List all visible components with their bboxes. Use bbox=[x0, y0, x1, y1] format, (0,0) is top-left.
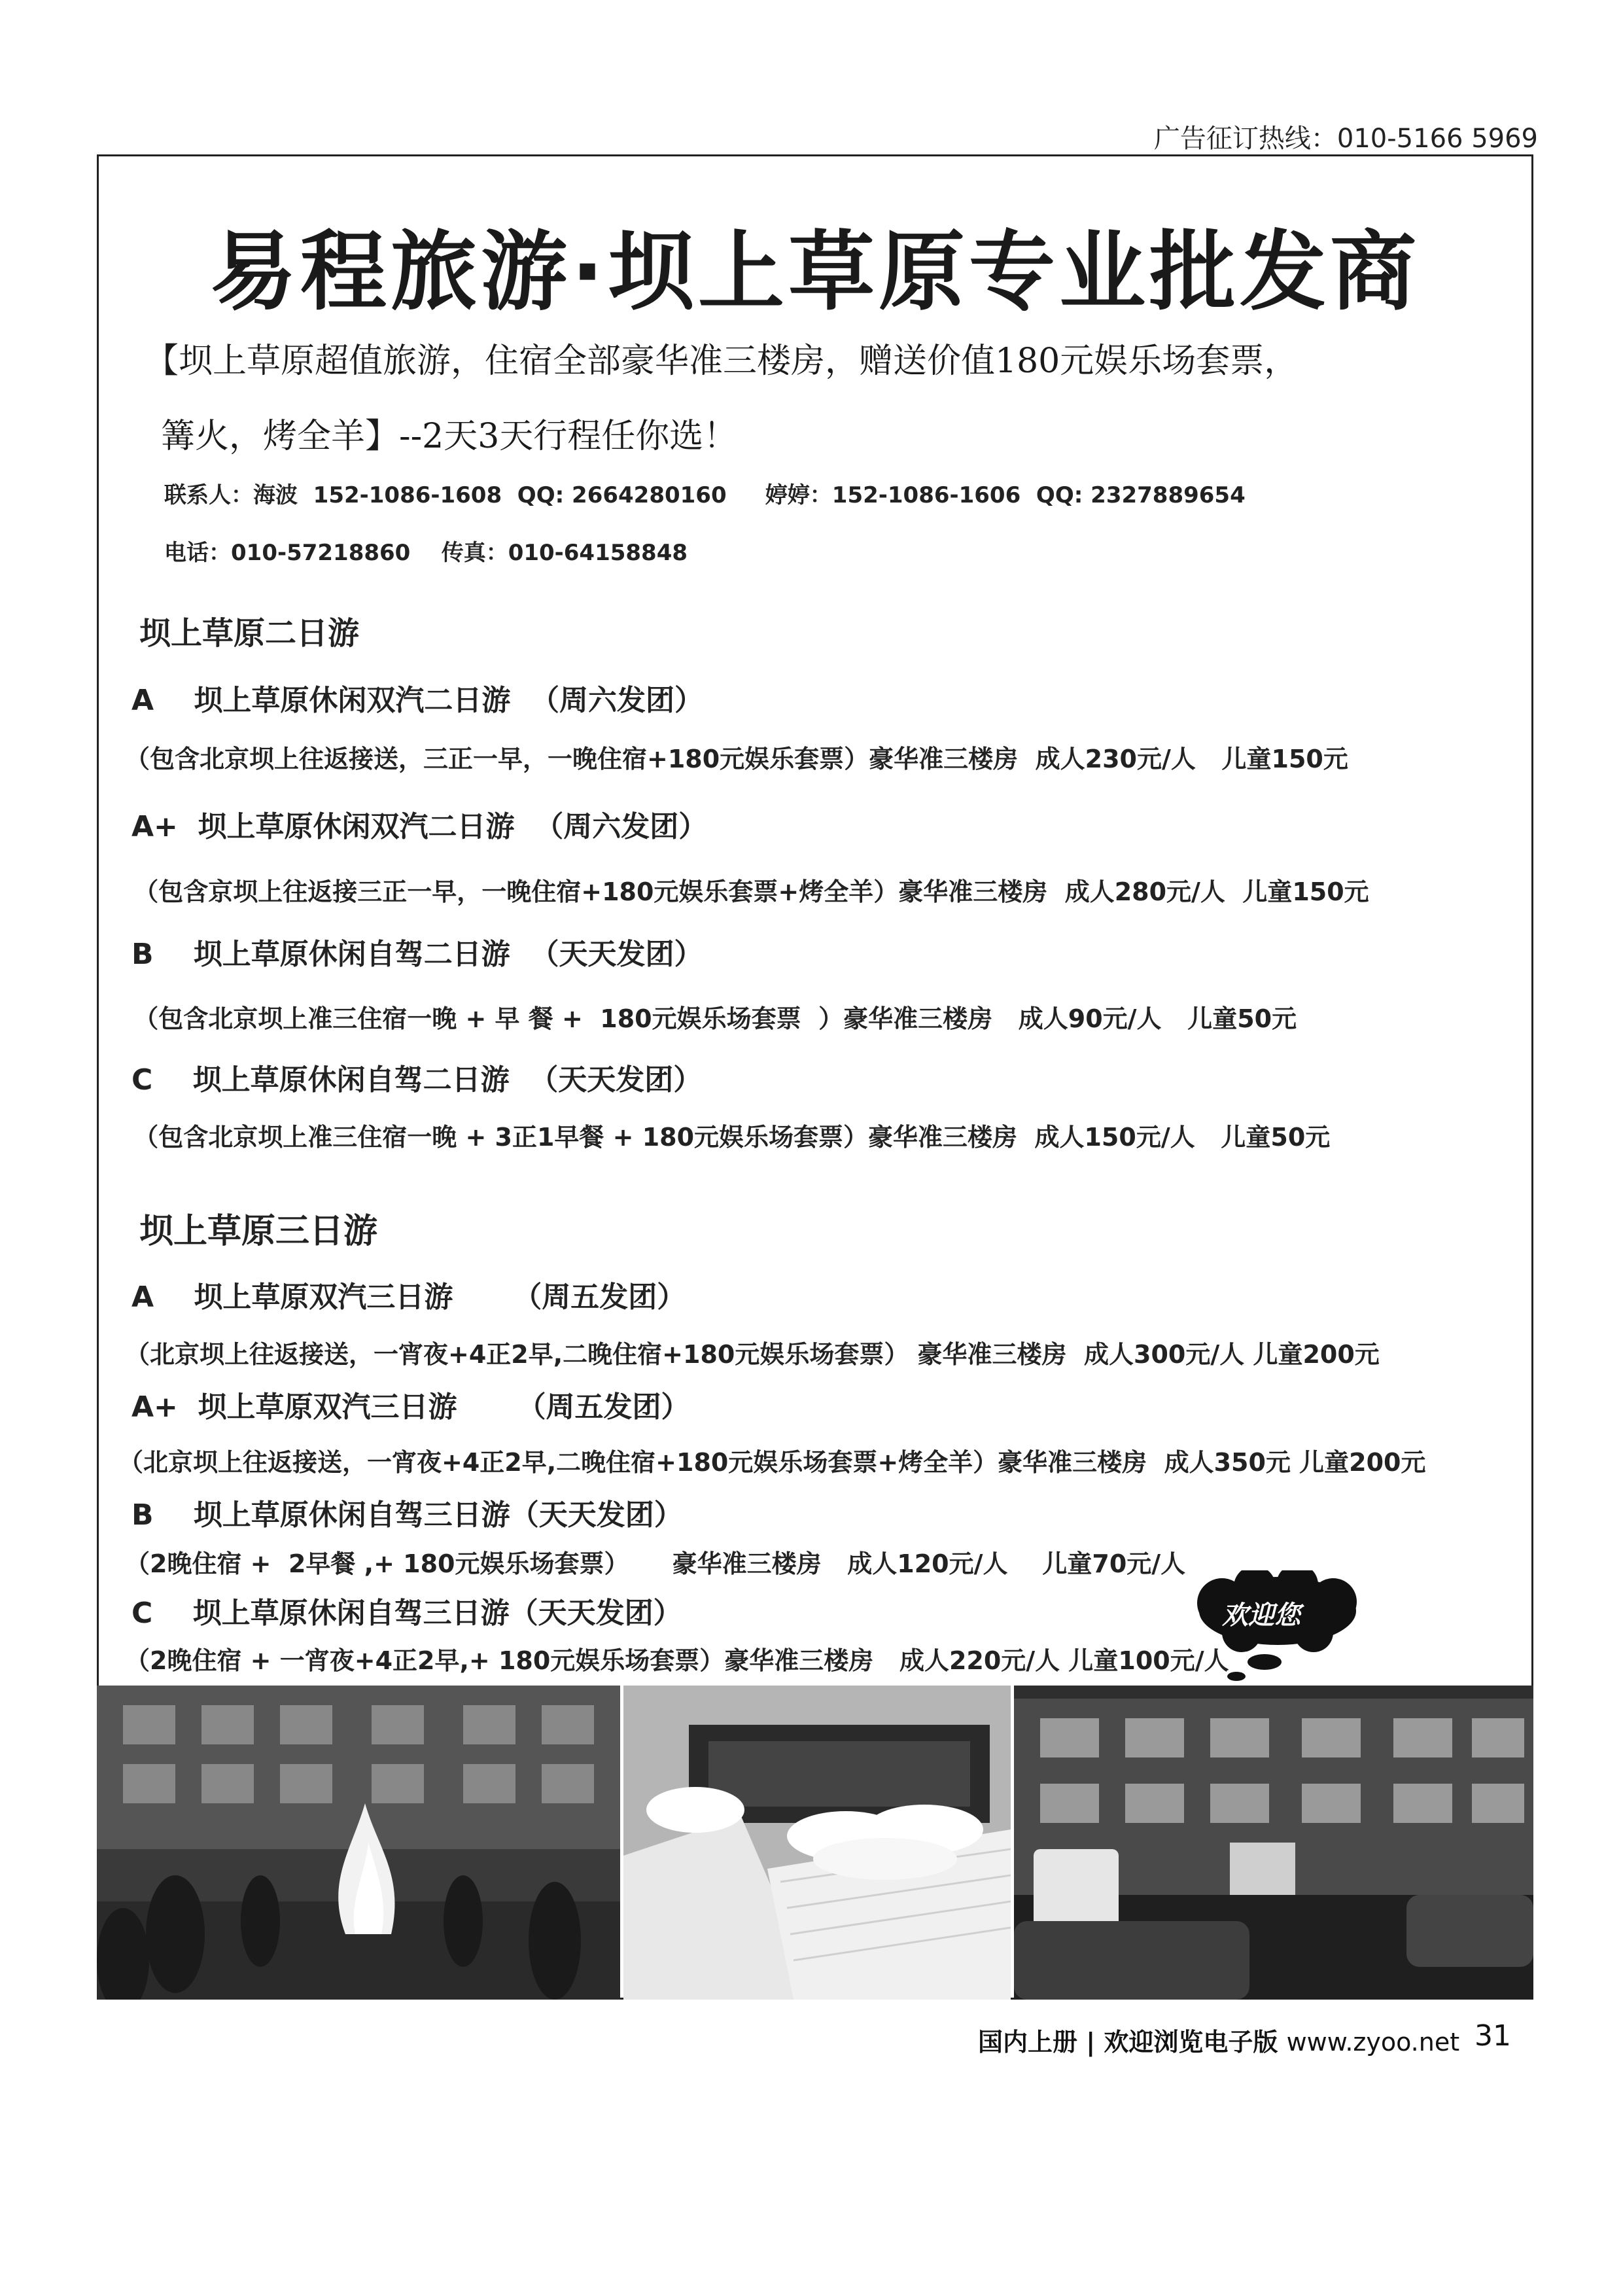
footer-text: 国内上册 | 欢迎浏览电子版 bbox=[978, 2028, 1287, 2057]
three-day-detail-b: （2晚住宿 + 2早餐 ,+ 180元娱乐场套票） 豪华准三楼房 成人120元/人 儿童70元/人 bbox=[125, 1549, 1186, 1578]
two-day-detail-c: （包含北京坝上准三住宿一晚 + 3正1早餐 + 180元娱乐场套票）豪华准三楼房 成人150元/人 儿童50元 bbox=[125, 1123, 1331, 1152]
contact-line-1: 联系人：海波 152-1086-1608 QQ: 2664280160 婷婷：152-1086-1606 QQ: 2327889654 bbox=[164, 482, 1246, 508]
two-day-item-a-plus: A+ 坝上草原休闲双汽二日游 （周六发团） bbox=[131, 810, 708, 843]
hotel-building-photo bbox=[1014, 1686, 1533, 2000]
contact-line-2: 电话：010-57218860 传真：010-64158848 bbox=[164, 540, 688, 566]
two-day-item-b: B 坝上草原休闲自驾二日游 （天天发团） bbox=[131, 938, 703, 971]
ad-title: 易程旅游·坝上草原专业批发商 bbox=[209, 222, 1421, 323]
three-day-heading: 坝上草原三日游 bbox=[139, 1212, 378, 1251]
three-day-detail-a-plus: （北京坝上往返接送，一宵夜+4正2早,二晚住宿+180元娱乐场套票+烤全羊）豪华准三楼房 成人350元 儿童200元 bbox=[118, 1448, 1426, 1477]
intro-line-1: 【坝上草原超值旅游，住宿全部豪华准三楼房，赠送价值180元娱乐场套票， bbox=[145, 342, 1299, 381]
two-day-detail-a: （包含北京坝上往返接送，三正一早，一晚住宿+180元娱乐套票）豪华准三楼房 成人230元/人 儿童150元 bbox=[125, 745, 1348, 773]
footer bbox=[978, 2022, 1459, 2058]
three-day-item-a: A 坝上草原双汽三日游 （周五发团） bbox=[131, 1280, 686, 1314]
three-day-detail-c: （2晚住宿 + 一宵夜+4正2早,+ 180元娱乐场套票）豪华准三楼房 成人220元/人 儿童100元/人 bbox=[125, 1646, 1229, 1675]
bonfire-photo bbox=[97, 1686, 620, 2000]
page-number: 31 bbox=[1475, 2019, 1511, 2053]
welcome-text: 欢迎您 bbox=[1222, 1600, 1300, 1631]
three-day-item-a-plus: A+ 坝上草原双汽三日游 （周五发团） bbox=[131, 1390, 690, 1424]
hotel-room-photo bbox=[623, 1686, 1011, 2000]
two-day-item-a: A 坝上草原休闲双汽二日游 （周六发团） bbox=[131, 684, 703, 717]
three-day-detail-a: （北京坝上往返接送，一宵夜+4正2早,二晚住宿+180元娱乐场套票） 豪华准三楼房 成人300元/人 儿童200元 bbox=[125, 1340, 1380, 1369]
footer-url[interactable]: www.zyoo.net bbox=[1286, 2028, 1460, 2057]
two-day-detail-a-plus: （包含京坝上往返接三正一早，一晚住宿+180元娱乐套票+烤全羊）豪华准三楼房 成人280元/人 儿童150元 bbox=[125, 877, 1369, 906]
photo-strip bbox=[97, 1686, 1533, 2000]
three-day-item-c: C 坝上草原休闲自驾三日游（天天发团） bbox=[131, 1597, 682, 1630]
two-day-item-c: C 坝上草原休闲自驾二日游 （天天发团） bbox=[131, 1063, 703, 1097]
ad-hotline: 广告征订热线：010-5166 5969 bbox=[1153, 124, 1538, 154]
two-day-heading: 坝上草原二日游 bbox=[139, 615, 360, 652]
two-day-detail-b: （包含北京坝上准三住宿一晚 + 早 餐 + 180元娱乐场套票 ）豪华准三楼房 成人90元/人 儿童50元 bbox=[125, 1004, 1297, 1033]
three-day-item-b: B 坝上草原休闲自驾三日游（天天发团） bbox=[131, 1498, 683, 1532]
intro-line-2: 篝火，烤全羊】--2天3天行程任你选！ bbox=[161, 417, 738, 456]
